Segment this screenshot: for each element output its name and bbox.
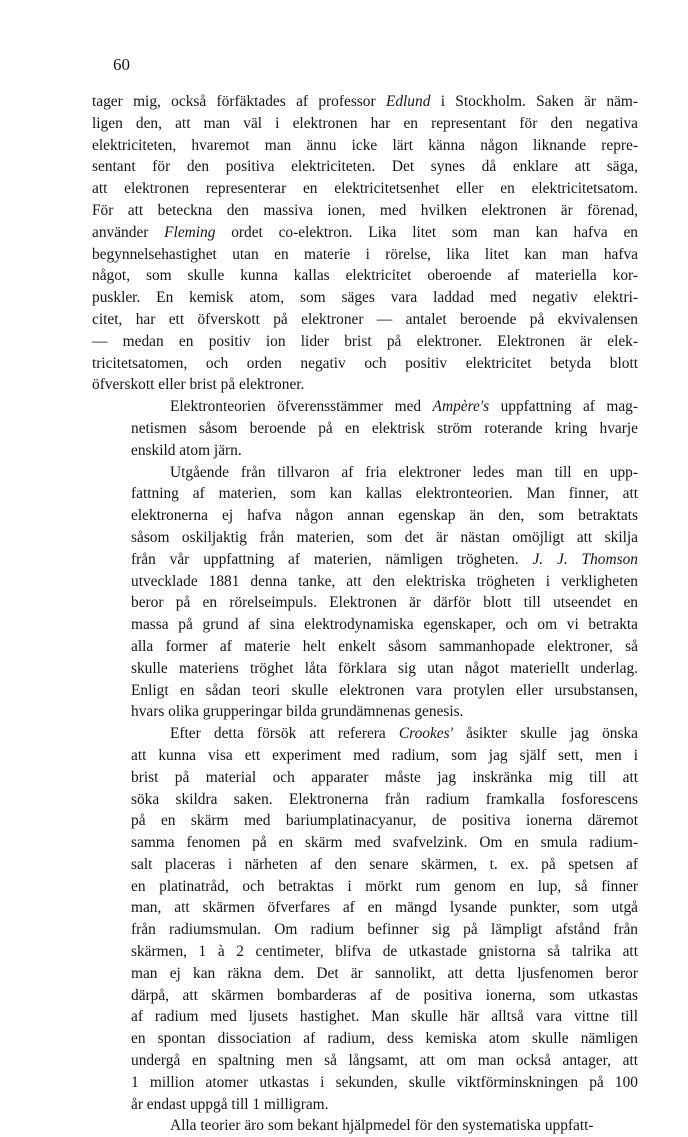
- text-segment: skulle materiens tröghet låta förklara sig utan något materiellt underlag.: [131, 659, 638, 677]
- text-segment: brist på material och apparater måste jag inskränka mig till att: [131, 768, 638, 786]
- body-text: [92, 91, 638, 1137]
- text-line: [92, 483, 638, 505]
- text-line: [131, 723, 638, 745]
- text-line: [92, 658, 638, 680]
- text-segment: utvecklade 1881 denna tanke, att den elektriska trögheten i verkligheten: [131, 572, 638, 590]
- text-line: [92, 222, 638, 244]
- text-line: [92, 135, 638, 157]
- text-segment: tricitetsatomen, och orden negativ och positiv elektricitet betyda blott: [92, 354, 638, 372]
- text-segment: — medan en positiv ion lider brist på elektroner. Elektronen är elek-: [92, 332, 638, 350]
- paragraph: [92, 91, 638, 396]
- text-segment: citet, har ett öfverskott på elektroner — antalet beroende på ekvivalensen: [92, 310, 638, 328]
- italic-name: Ampère's: [432, 398, 490, 416]
- italic-name: Crookes': [398, 725, 453, 743]
- text-segment: öfverskott eller brist på elektroner.: [92, 376, 305, 394]
- text-line: [92, 810, 638, 832]
- text-line: [92, 113, 638, 135]
- text-segment: att elektronen representerar en elektricitetsenhet eller en elektricitetsatom.: [92, 180, 638, 198]
- text-segment: fattning af materien, som kan kallas elektronteorien. Man finner, att: [131, 485, 638, 503]
- text-line: [92, 941, 638, 963]
- text-segment: man ej kan räkna dem. Det är sannolikt, att detta ljusfenomen beror: [131, 964, 638, 982]
- text-line: [92, 789, 638, 811]
- text-segment: att kunna visa ett experiment med radium, som jag själf sett, men i: [131, 746, 638, 764]
- text-line: [92, 985, 638, 1007]
- italic-name: J. J. Thomson: [532, 550, 639, 568]
- text-segment: salt placeras i närheten af den senare skärmen, t. ex. på spetsen af: [131, 855, 638, 873]
- text-line: [92, 309, 638, 331]
- text-line: [131, 1115, 638, 1137]
- text-segment: åsikter skulle jag önska: [452, 725, 638, 743]
- text-segment: en platinatråd, och betraktas i mörkt rum genom en lup, så finner: [131, 877, 638, 895]
- text-segment: år endast uppgå till 1 milligram.: [131, 1095, 329, 1113]
- text-line: [92, 91, 638, 113]
- paragraph: [92, 396, 638, 461]
- text-segment: uppfattning af mag-: [489, 398, 638, 416]
- text-segment: Enligt en sådan teori skulle elektronen vara protylen eller ursubstansen,: [131, 681, 638, 699]
- italic-name: Edlund: [385, 93, 431, 110]
- text-line: [92, 549, 638, 571]
- text-line: [92, 767, 638, 789]
- text-segment: på en skärm med bariumplatinacyanur, de positiva ionerna däremot: [131, 812, 638, 830]
- paragraph: [92, 462, 638, 724]
- text-line: [92, 680, 638, 702]
- text-segment: massa på grund af sina elektrodynamiska egenskaper, och om vi betrakta: [131, 616, 638, 634]
- text-segment: ligen den, att man väl i elektronen har en representant för den negativa: [92, 114, 638, 132]
- text-segment: Elektronteorien öfverensstämmer med: [170, 398, 433, 416]
- text-line: [92, 897, 638, 919]
- text-segment: därpå, att skärmen bombarderas af de positiva ionerna, som utkastas: [131, 986, 638, 1004]
- text-segment: 1 million atomer utkastas i sekunden, skulle viktförminskningen på 100: [131, 1073, 638, 1091]
- text-line: [92, 1006, 638, 1028]
- text-line: [92, 374, 638, 396]
- text-segment: sentant för den positiva elektriciteten. Det synes då enklare att säga,: [92, 158, 638, 176]
- italic-name: Fleming: [164, 223, 216, 241]
- text-line: [92, 178, 638, 200]
- text-line: [92, 331, 638, 353]
- text-segment: elektriciteten, hvaremot man ännu icke lärt känna någon liknande repre-: [92, 136, 638, 154]
- text-line: [92, 592, 638, 614]
- text-segment: ordet co-elektron. Lika litet som man kan hafva en: [215, 223, 638, 241]
- text-segment: såsom oskiljaktig från materien, som det är nästan omöjligt att skilja: [131, 528, 638, 546]
- text-line: [92, 527, 638, 549]
- text-segment: en spontan dissociation af radium, dess kemiska atom skulle nämligen: [131, 1030, 638, 1048]
- text-segment: hvars olika grupperingar bilda grundämnenas genesis.: [131, 703, 464, 721]
- text-line: [92, 854, 638, 876]
- text-line: [92, 1028, 638, 1050]
- text-line: [92, 287, 638, 309]
- text-segment: begynnelsehastighet utan en materie i rörelse, lika litet kan man hafva: [92, 245, 638, 263]
- text-line: [92, 1094, 638, 1116]
- text-line: [92, 832, 638, 854]
- text-segment: elektronerna ej hafva någon annan egenskap än den, som betraktats: [131, 507, 638, 525]
- text-line: [92, 876, 638, 898]
- text-line: [131, 462, 638, 484]
- text-segment: tager mig, också förfäktades af professor: [92, 93, 386, 110]
- text-segment: från radiumsmulan. Om radium befinner sig på lämpligt afstånd från: [131, 921, 638, 939]
- text-line: [92, 919, 638, 941]
- text-line: [92, 1050, 638, 1072]
- text-segment: från vår uppfattning af materien, nämligen trögheten.: [131, 550, 533, 568]
- text-line: [131, 396, 638, 418]
- text-line: [92, 244, 638, 266]
- text-line: [92, 418, 638, 440]
- text-segment: Efter detta försök att referera: [170, 725, 399, 743]
- text-segment: Alla teorier äro som bekant hjälpmedel för den systematiska uppfatt-: [170, 1117, 594, 1135]
- text-line: [92, 265, 638, 287]
- paragraph: [92, 723, 638, 1115]
- text-segment: man, att skärmen öfverfares af en mängd lysande punkter, som utgå: [131, 899, 638, 917]
- text-segment: alla former af materie helt enkelt såsom sammanhopade elektroner, så: [131, 637, 638, 655]
- text-line: [92, 440, 638, 462]
- text-line: [92, 636, 638, 658]
- text-line: [92, 745, 638, 767]
- text-line: [92, 353, 638, 375]
- text-segment: af radium med ljusets hastighet. Man skulle här alltså vara vittne till: [131, 1008, 638, 1026]
- text-line: [92, 571, 638, 593]
- text-segment: netismen såsom beroende på en elektrisk ström roterande kring hvarje: [131, 419, 638, 437]
- text-line: [92, 505, 638, 527]
- text-segment: Utgående från tillvaron af fria elektroner ledes man till en upp-: [170, 463, 638, 481]
- text-line: [92, 963, 638, 985]
- text-segment: samma fenomen på en skärm med svafvelzink. Om en smula radium-: [131, 834, 638, 852]
- text-segment: beror på en rörelseimpuls. Elektronen är därför blott till utseendet en: [131, 594, 638, 612]
- text-segment: något, som skulle kunna kallas elektricitet oberoende af materiella kor-: [92, 267, 638, 285]
- text-segment: söka skildra saken. Elektronerna från radium framkalla fosforescens: [131, 790, 638, 808]
- text-segment: i Stockholm. Saken är näm-: [430, 93, 638, 110]
- text-segment: enskild atom järn.: [131, 441, 242, 459]
- text-segment: undergå en spaltning men så långsamt, att om man också antager, att: [131, 1052, 638, 1070]
- text-line: [92, 1072, 638, 1094]
- page-number: 60: [113, 55, 130, 74]
- text-segment: använder: [92, 223, 165, 241]
- text-segment: skärmen, 1 à 2 centimeter, blifva de utkastade gnistorna så talrika att: [131, 943, 638, 961]
- text-line: [92, 156, 638, 178]
- text-line: [92, 200, 638, 222]
- text-segment: puskler. En kemisk atom, som säges vara laddad med negativ elektri-: [92, 289, 638, 307]
- text-line: [92, 701, 638, 723]
- paragraph: [92, 1115, 638, 1137]
- text-segment: För att beteckna den massiva ionen, med hvilken elektronen är förenad,: [92, 201, 638, 219]
- text-line: [92, 614, 638, 636]
